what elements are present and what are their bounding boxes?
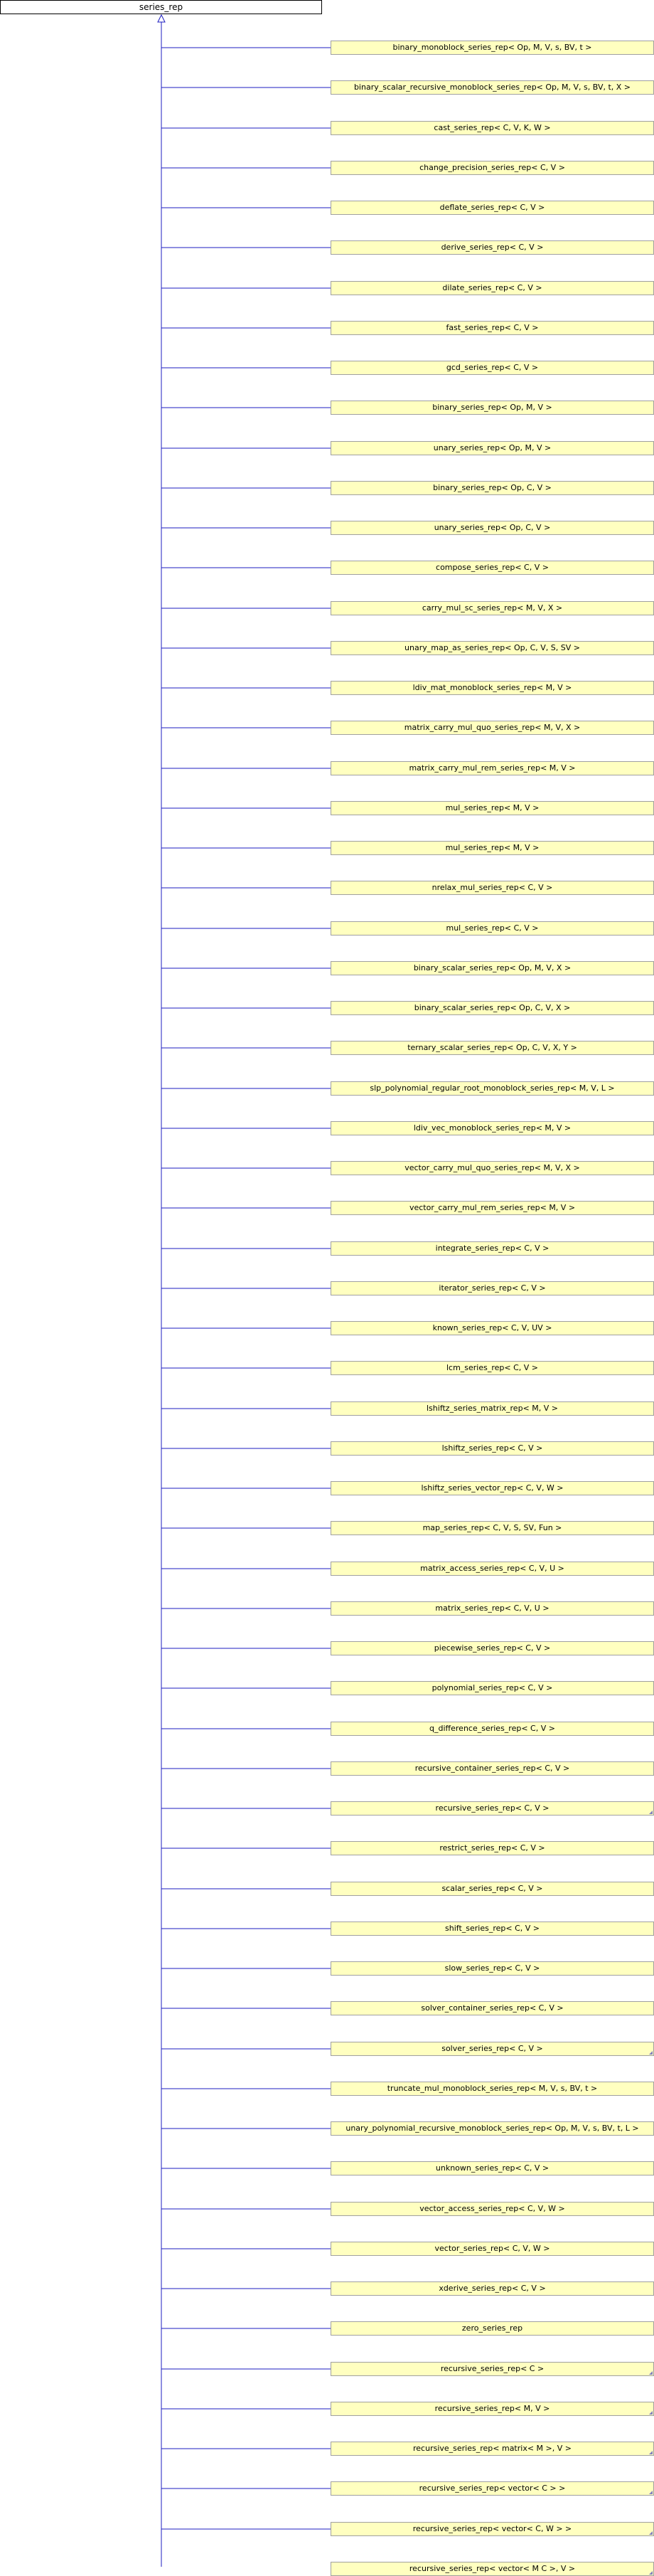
- derived-class-node[interactable]: [331, 481, 654, 495]
- derived-class-node[interactable]: [331, 1121, 654, 1135]
- derived-class-label: binary_monoblock_series_rep< Op, M, V, s, BV, t >: [392, 43, 592, 52]
- derived-class-label: matrix_carry_mul_quo_series_rep< M, V, X >: [404, 723, 581, 732]
- derived-class-node[interactable]: [331, 1601, 654, 1616]
- derived-class-node[interactable]: [331, 2321, 654, 2336]
- derived-class-label: shift_series_rep< C, V >: [445, 1924, 540, 1933]
- derived-class-label: map_series_rep< C, V, S, SV, Fun >: [422, 1523, 562, 1532]
- derived-class-label: slow_series_rep< C, V >: [444, 1963, 540, 1973]
- derived-class-node[interactable]: [331, 841, 654, 855]
- derived-class-label: ldiv_mat_monoblock_series_rep< M, V >: [412, 683, 572, 692]
- derived-class-label: recursive_series_rep< C >: [440, 2364, 545, 2373]
- has-more-marker: [649, 2411, 653, 2415]
- derived-class-label: zero_series_rep: [461, 2323, 523, 2333]
- derived-class-node[interactable]: [331, 961, 654, 975]
- derived-class-label: vector_carry_mul_rem_series_rep< M, V >: [409, 1203, 576, 1212]
- has-more-marker: [649, 2051, 653, 2055]
- derived-class-node[interactable]: [331, 2161, 654, 2175]
- derived-class-label: unary_series_rep< Op, M, V >: [433, 443, 552, 452]
- derived-class-node[interactable]: [331, 2362, 654, 2376]
- derived-class-node[interactable]: [331, 1801, 654, 1816]
- derived-class-label: lcm_series_rep< C, V >: [446, 1363, 539, 1372]
- derived-class-label: solver_container_series_rep< C, V >: [421, 2003, 564, 2013]
- has-more-marker: [649, 2491, 653, 2494]
- derived-class-label: scalar_series_rep< C, V >: [441, 1884, 543, 1893]
- derived-class-label: recursive_series_rep< M, V >: [434, 2404, 550, 2413]
- derived-class-node[interactable]: [331, 1401, 654, 1416]
- derived-class-node[interactable]: [331, 641, 654, 655]
- derived-class-node[interactable]: [331, 321, 654, 335]
- derived-class-label: unary_series_rep< Op, C, V >: [434, 523, 551, 532]
- derived-class-node[interactable]: [331, 881, 654, 895]
- derived-class-node[interactable]: [331, 1161, 654, 1175]
- derived-class-label: mul_series_rep< M, V >: [445, 843, 540, 852]
- derived-class-label: matrix_series_rep< C, V, U >: [435, 1604, 550, 1613]
- derived-class-label: gcd_series_rep< C, V >: [446, 363, 539, 372]
- derived-class-label: lshiftz_series_matrix_rep< M, V >: [427, 1404, 558, 1413]
- derived-class-label: piecewise_series_rep< C, V >: [434, 1643, 551, 1653]
- derived-class-label: vector_access_series_rep< C, V, W >: [419, 2204, 565, 2213]
- derived-class-label: binary_series_rep< Op, C, V >: [433, 483, 552, 492]
- derived-class-label: slp_polynomial_regular_root_monoblock_series_rep< M, V, L >: [370, 1083, 615, 1093]
- derived-class-node[interactable]: [331, 721, 654, 735]
- derived-class-node[interactable]: [331, 2121, 654, 2136]
- derived-class-label: polynomial_series_rep< C, V >: [431, 1683, 553, 1692]
- derived-class-node[interactable]: [331, 1841, 654, 1855]
- derived-class-label: change_precision_series_rep< C, V >: [419, 163, 565, 172]
- derived-class-label: derive_series_rep< C, V >: [441, 243, 544, 252]
- derived-class-node[interactable]: [331, 121, 654, 135]
- derived-class-node[interactable]: [331, 161, 654, 175]
- derived-class-label: matrix_access_series_rep< C, V, U >: [420, 1564, 564, 1573]
- derived-class-label: fast_series_rep< C, V >: [446, 323, 539, 332]
- derived-class-node[interactable]: [331, 1761, 654, 1776]
- derived-class-label: cast_series_rep< C, V, K, W >: [434, 123, 551, 132]
- derived-class-label: lshiftz_series_rep< C, V >: [441, 1443, 543, 1453]
- derived-class-label: carry_mul_sc_series_rep< M, V, X >: [422, 603, 563, 613]
- derived-class-node[interactable]: [331, 1641, 654, 1655]
- derived-class-label: matrix_carry_mul_rem_series_rep< M, V >: [409, 763, 576, 773]
- derived-class-node[interactable]: [331, 521, 654, 535]
- derived-class-node[interactable]: [331, 681, 654, 695]
- derived-class-node[interactable]: [331, 1961, 654, 1976]
- derived-class-label: ldiv_vec_monoblock_series_rep< M, V >: [413, 1123, 572, 1133]
- has-more-marker: [649, 2571, 653, 2575]
- derived-class-node[interactable]: [331, 2001, 654, 2015]
- derived-class-label: recursive_series_rep< vector< C, W > >: [412, 2524, 572, 2533]
- derived-class-label: recursive_series_rep< C, V >: [435, 1803, 550, 1813]
- derived-class-node[interactable]: [331, 2202, 654, 2216]
- derived-class-node[interactable]: [331, 240, 654, 255]
- derived-class-label: compose_series_rep< C, V >: [436, 563, 549, 572]
- derived-class-label: iterator_series_rep< C, V >: [439, 1283, 546, 1293]
- derived-class-label: recursive_series_rep< vector< C > >: [419, 2484, 566, 2493]
- derived-class-node[interactable]: [331, 2242, 654, 2256]
- derived-class-label: vector_series_rep< C, V, W >: [434, 2244, 550, 2253]
- derived-class-node[interactable]: [331, 2481, 654, 2496]
- derived-class-node[interactable]: [331, 1281, 654, 1295]
- derived-class-node[interactable]: [331, 561, 654, 575]
- derived-class-label: nrelax_mul_series_rep< C, V >: [431, 883, 553, 892]
- derived-class-label: unary_polynomial_recursive_monoblock_series_rep< Op, M, V, s, BV, t, L >: [345, 2124, 639, 2133]
- derived-class-node[interactable]: [331, 201, 654, 215]
- derived-class-node[interactable]: [331, 921, 654, 935]
- derived-class-label: recursive_series_rep< matrix< M >, V >: [413, 2444, 572, 2453]
- has-more-marker: [649, 2451, 653, 2454]
- derived-class-node[interactable]: [331, 441, 654, 455]
- derived-class-node[interactable]: [331, 1041, 654, 1055]
- derived-class-node[interactable]: [331, 1722, 654, 1736]
- derived-class-node[interactable]: [331, 1681, 654, 1695]
- derived-class-label: recursive_series_rep< vector< M C >, V >: [409, 2564, 576, 2573]
- derived-class-node[interactable]: [331, 2082, 654, 2096]
- derived-class-label: mul_series_rep< C, V >: [446, 923, 539, 933]
- derived-class-label: mul_series_rep< M, V >: [445, 803, 540, 812]
- derived-class-label: solver_series_rep< C, V >: [441, 2044, 543, 2053]
- derived-class-label: dilate_series_rep< C, V >: [442, 283, 542, 292]
- derived-class-label: vector_carry_mul_quo_series_rep< M, V, X >: [404, 1163, 580, 1172]
- base-class-label: series_rep: [139, 2, 183, 12]
- derived-class-node[interactable]: [331, 281, 654, 295]
- derived-class-node[interactable]: [331, 1481, 654, 1495]
- derived-class-label: binary_scalar_series_rep< Op, C, V, X >: [414, 1003, 571, 1012]
- has-more-marker: [649, 1811, 653, 1814]
- derived-class-label: lshiftz_series_vector_rep< C, V, W >: [421, 1483, 564, 1493]
- has-more-marker: [649, 2371, 653, 2375]
- derived-class-node[interactable]: [331, 1441, 654, 1456]
- derived-class-label: binary_scalar_series_rep< Op, M, V, X >: [413, 963, 572, 972]
- derived-class-node[interactable]: [331, 361, 654, 375]
- derived-class-node[interactable]: [331, 2522, 654, 2536]
- derived-class-node[interactable]: [331, 2562, 654, 2576]
- derived-class-node[interactable]: [331, 1001, 654, 1015]
- derived-class-node[interactable]: [331, 401, 654, 415]
- derived-class-label: xderive_series_rep< C, V >: [439, 2284, 546, 2293]
- derived-class-label: binary_scalar_recursive_monoblock_series_rep< Op, M, V, s, BV, t, X >: [353, 83, 631, 92]
- derived-class-node[interactable]: [331, 1321, 654, 1335]
- derived-class-node[interactable]: [331, 2402, 654, 2416]
- derived-class-label: ternary_scalar_series_rep< Op, C, V, X, Y >: [407, 1043, 577, 1052]
- derived-class-node[interactable]: [331, 761, 654, 775]
- derived-class-label: integrate_series_rep< C, V >: [435, 1244, 550, 1253]
- derived-class-label: truncate_mul_monoblock_series_rep< M, V, s, BV, t >: [387, 2084, 598, 2093]
- derived-class-node[interactable]: [331, 1882, 654, 1896]
- has-more-marker: [649, 2531, 653, 2535]
- derived-class-node[interactable]: [331, 2042, 654, 2056]
- derived-class-node[interactable]: [331, 1521, 654, 1535]
- derived-class-node[interactable]: [331, 41, 654, 55]
- derived-class-node[interactable]: [331, 1361, 654, 1375]
- derived-class-node[interactable]: [331, 2281, 654, 2296]
- derived-class-label: restrict_series_rep< C, V >: [439, 1843, 545, 1853]
- derived-class-label: deflate_series_rep< C, V >: [439, 203, 545, 212]
- derived-class-node[interactable]: [331, 80, 654, 95]
- derived-class-node[interactable]: [331, 1201, 654, 1215]
- derived-class-node[interactable]: [331, 801, 654, 815]
- derived-class-label: q_difference_series_rep< C, V >: [429, 1724, 555, 1733]
- derived-class-label: unknown_series_rep< C, V >: [435, 2163, 550, 2173]
- derived-class-label: unary_map_as_series_rep< Op, C, V, S, SV >: [404, 643, 580, 652]
- derived-class-node[interactable]: [331, 1081, 654, 1096]
- derived-class-node[interactable]: [331, 1562, 654, 1576]
- derived-class-node[interactable]: [331, 1922, 654, 1936]
- derived-class-label: binary_series_rep< Op, M, V >: [432, 403, 552, 412]
- derived-class-node[interactable]: [331, 2442, 654, 2456]
- derived-class-node[interactable]: [331, 1241, 654, 1256]
- derived-class-node[interactable]: [331, 601, 654, 615]
- derived-class-label: known_series_rep< C, V, UV >: [432, 1323, 552, 1332]
- derived-class-label: recursive_container_series_rep< C, V >: [414, 1764, 570, 1773]
